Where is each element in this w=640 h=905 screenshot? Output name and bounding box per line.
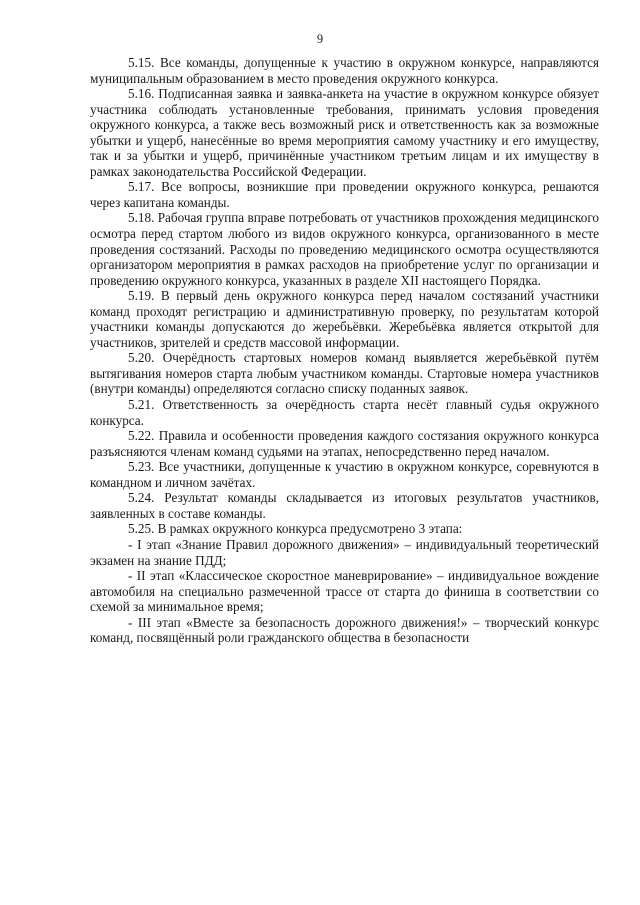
paragraph-5-16: 5.16. Подписанная заявка и заявка-анкета на участие в окружном конкурсе обязует участника соблюдать установленные требования, принимать условия проведения окружного конкурса, а также весь возможный риск и ответственность как за возможные убытки и ущерб, нанесённые во время мероприятия самому участнику и его имуществу, так и за убытки и ущерб, причинённые участником третьим лицам и их имуществу в рамках законодательства Российской Федерации. (90, 86, 599, 179)
paragraph-5-15: 5.15. Все команды, допущенные к участию в окружном конкурсе, направляются муниципальным образованием в место проведения окружного конкурса. (90, 55, 599, 86)
paragraph-5-25: 5.25. В рамках окружного конкурса предусмотрено 3 этапа: (128, 521, 463, 537)
paragraph-5-18: 5.18. Рабочая группа вправе потребовать от участников прохождения медицинского осмотра перед стартом любого из видов окружного конкурса, организованного в месте проведения состязаний. Расходы по проведению медицинского осмотра осуществляются организатором мероприятия в рамках расходов на приобретение услуг по организации и проведению окружного конкурса, указанных в разделе XII настоящего Порядка. (90, 210, 599, 288)
paragraph-5-19: 5.19. В первый день окружного конкурса перед началом состязаний участники команд проходят регистрацию и административную проверку, по результатам которой участники команды допускаются до жеребьёвки. Жеребьёвка является открытой для участников, зрителей и средств массовой информации. (90, 288, 599, 350)
stage-2-item: - II этап «Классическое скоростное маневрирование» – индивидуальное вождение автомобиля на специально размеченной трассе от старта до финиша в соответствии со схемой за минимальное время; (90, 568, 599, 615)
document-body (90, 55, 599, 646)
page-number: 9 (316, 32, 324, 46)
paragraph-5-23: 5.23. Все участники, допущенные к участию в окружном конкурсе, соревнуются в командном и личном зачётах. (90, 459, 599, 490)
paragraph-5-24: 5.24. Результат команды складывается из итоговых результатов участников, заявленных в составе команды. (90, 490, 599, 521)
paragraph-5-20: 5.20. Очерёдность стартовых номеров команд выявляется жеребьёвкой путём вытягивания номеров старта любым участником команды. Стартовые номера участников (внутри команды) определяются согласно списку поданных заявок. (90, 350, 599, 397)
paragraph-5-22: 5.22. Правила и особенности проведения каждого состязания окружного конкурса разъясняются членам команд судьями на этапах, непосредственно перед началом. (90, 428, 599, 459)
stage-3-item: - III этап «Вместе за безопасность дорожного движения!» – творческий конкурс команд, посвящённый роли гражданского общества в безопасности (90, 614, 599, 646)
stage-1-item: - I этап «Знание Правил дорожного движения» – индивидуальный теоретический экзамен на знание ПДД; (90, 536, 599, 568)
paragraph-5-17: 5.17. Все вопросы, возникшие при проведении окружного конкурса, решаются через капитана команды. (90, 179, 599, 210)
paragraph-5-21: 5.21. Ответственность за очерёдность старта несёт главный судья окружного конкурса. (90, 397, 599, 428)
